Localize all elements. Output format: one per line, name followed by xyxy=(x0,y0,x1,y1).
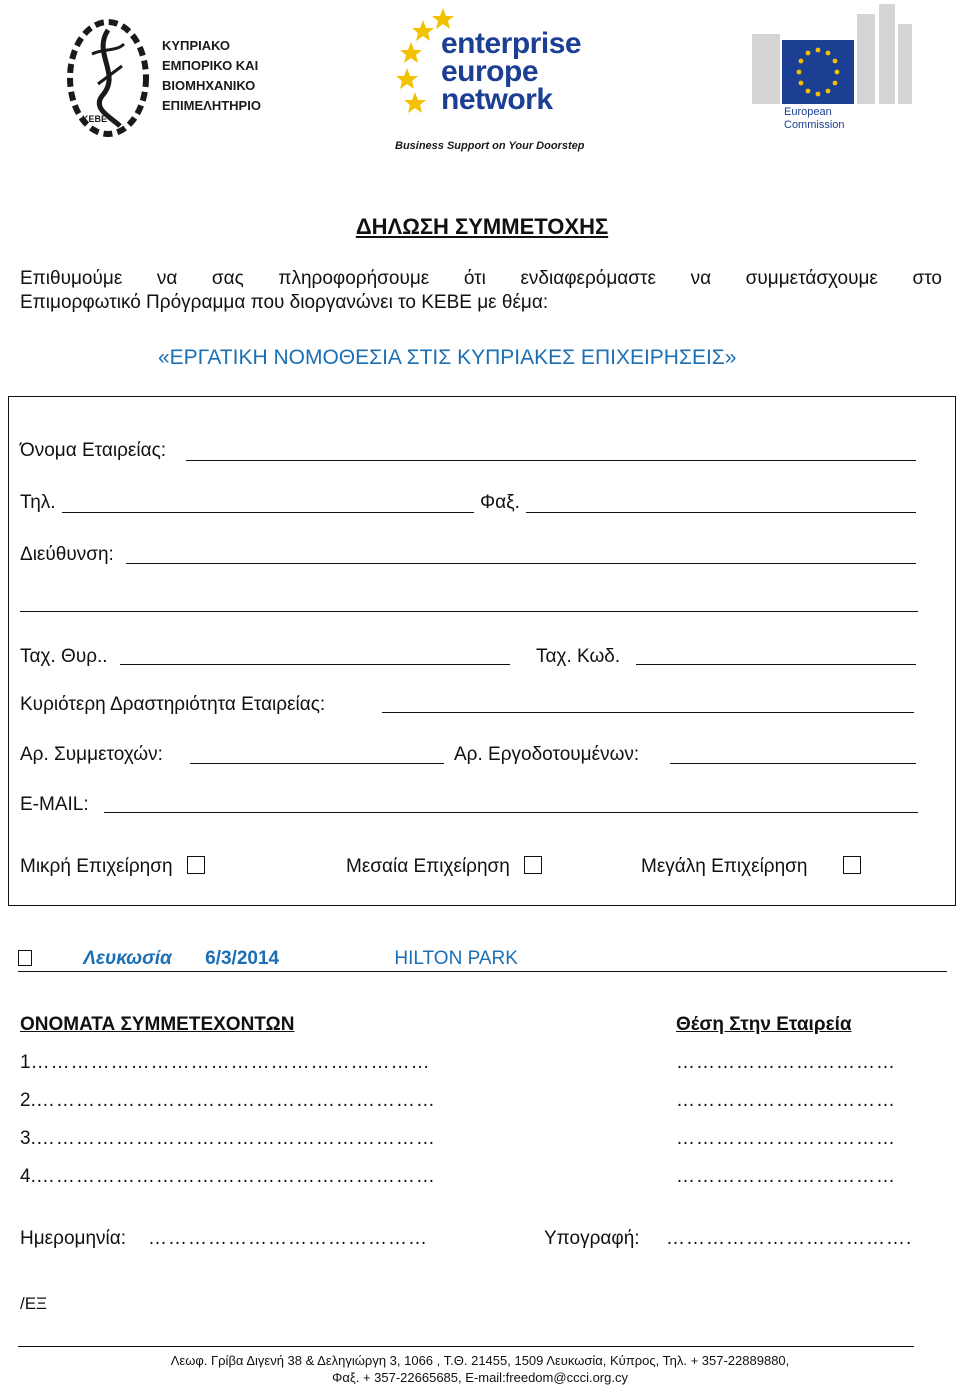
een-line-2: europe xyxy=(441,55,539,88)
po-box-label: Ταχ. Θυρ.. xyxy=(20,646,108,667)
row-number: 3. xyxy=(20,1128,36,1149)
event-date: 6/3/2014 xyxy=(205,948,280,969)
name-field[interactable]: …………………………………………………… xyxy=(30,1052,431,1073)
po-box-field[interactable] xyxy=(120,664,510,665)
date-field[interactable]: …………………………………… xyxy=(148,1228,428,1249)
ec-line-1: European xyxy=(784,106,832,118)
medium-business-checkbox[interactable] xyxy=(524,856,542,874)
position-field-4[interactable]: …………………………… xyxy=(676,1166,896,1187)
ec-line-2: Commission xyxy=(784,119,845,131)
address-field[interactable] xyxy=(126,563,916,564)
reference-code: /ΕΞ xyxy=(20,1294,48,1313)
chamber-name-line-3: ΒΙΟΜΗΧΑΝΙΚΟ xyxy=(162,78,256,93)
postal-code-label: Ταχ. Κωδ. xyxy=(536,646,621,667)
email-field[interactable] xyxy=(104,812,918,813)
names-header: ΟΝΟΜΑΤΑ ΣΥΜΜΕΤΕΧΟΝΤΩΝ xyxy=(20,1014,295,1035)
een-logo xyxy=(395,6,595,156)
footer-divider xyxy=(18,1346,914,1347)
participant-row-4[interactable] xyxy=(20,1166,436,1188)
chamber-name-line-4: ΕΠΙΜΕΛΗΤΗΡΙΟ xyxy=(162,98,261,113)
participants-count-label: Αρ. Συμμετοχών: xyxy=(20,744,163,765)
address-label: Διεύθυνση: xyxy=(20,544,114,565)
name-field[interactable]: …………………………………………………… xyxy=(35,1128,436,1149)
position-field-2[interactable]: …………………………… xyxy=(676,1090,896,1111)
event-city: Λευκωσία xyxy=(83,948,172,969)
intro-line-1: Επιθυμούμε να σας πληροφορήσουμε ότι ενδιαφερόμαστε να συμμετάσχουμε στο xyxy=(20,268,942,289)
company-name-label: Όνομα Εταιρείας: xyxy=(20,440,167,461)
position-field-3[interactable]: …………………………… xyxy=(676,1128,896,1149)
large-business-checkbox[interactable] xyxy=(843,856,861,874)
phone-field[interactable] xyxy=(62,512,474,513)
email-label: E-MAIL: xyxy=(20,794,89,815)
chamber-seal-text: ΚΕΒΕ xyxy=(82,114,108,124)
employees-count-field[interactable] xyxy=(670,763,916,764)
een-line-1: enterprise xyxy=(441,27,582,60)
event-row[interactable] xyxy=(18,948,518,970)
fax-field[interactable] xyxy=(526,512,916,513)
chamber-name-line-1: ΚΥΠΡΙΑΚΟ xyxy=(162,38,231,53)
position-header: Θέση Στην Εταιρεία xyxy=(676,1014,852,1035)
large-business-label: Μεγάλη Επιχείρηση xyxy=(641,856,808,877)
footer-address: Λεωφ. Γρίβα Διγενή 38 & Δεληγιώργη 3, 1066 , Τ.Θ. 21455, 1509 Λευκωσία, Κύπρος, Τηλ. + 357-22889880, xyxy=(170,1353,790,1368)
large-business-option[interactable] xyxy=(641,856,861,878)
een-line-3: network xyxy=(441,83,553,116)
company-details-box xyxy=(8,396,956,906)
footer-contact: Φαξ. + 357-22665685, E-mail:freedom@ccci.org.cy xyxy=(332,1370,628,1385)
participant-row-1[interactable] xyxy=(20,1052,431,1074)
page-title: ΔΗΛΩΣΗ ΣΥΜΜΕΤΟΧΗΣ xyxy=(355,214,609,239)
chamber-logo xyxy=(62,14,272,142)
name-field[interactable]: …………………………………………………… xyxy=(35,1166,436,1187)
position-field-1[interactable]: …………………………… xyxy=(676,1052,896,1073)
chamber-name-line-2: ΕΜΠΟΡΙΚΟ ΚΑΙ xyxy=(162,58,259,73)
company-name-field[interactable] xyxy=(186,460,916,461)
participants-count-field[interactable] xyxy=(190,763,444,764)
small-business-label: Μικρή Επιχείρηση xyxy=(20,856,173,877)
main-activity-field[interactable] xyxy=(382,712,914,713)
medium-business-label: Μεσαία Επιχείρηση xyxy=(346,856,510,877)
signature-label: Υπογραφή: xyxy=(544,1228,640,1249)
een-tagline: Business Support on Your Doorstep xyxy=(395,140,585,152)
main-activity-label: Κυριότερη Δραστηριότητα Εταιρείας: xyxy=(20,694,326,715)
participant-row-2[interactable] xyxy=(20,1090,436,1112)
medium-business-option[interactable] xyxy=(346,856,542,878)
intro-line-2: Επιμορφωτικό Πρόγραμμα που διοργανώνει το ΚΕΒΕ με θέμα: xyxy=(20,292,549,313)
program-subject: «ΕΡΓΑΤΙΚΗ ΝΟΜΟΘΕΣΙΑ ΣΤΙΣ ΚΥΠΡΙΑΚΕΣ ΕΠΙΧΕΙΡΗΣΕΙΣ» xyxy=(158,346,737,369)
employees-count-label: Αρ. Εργοδοτουμένων: xyxy=(454,744,640,765)
fax-label: Φαξ. xyxy=(480,492,520,513)
name-field[interactable]: …………………………………………………… xyxy=(35,1090,436,1111)
chamber-seal-icon xyxy=(62,14,154,142)
ec-logo xyxy=(752,4,912,144)
row-number: 1 xyxy=(20,1052,31,1073)
row-number: 2. xyxy=(20,1090,36,1111)
date-label: Ημερομηνία: xyxy=(20,1228,127,1249)
small-business-checkbox[interactable] xyxy=(187,856,205,874)
participant-row-3[interactable] xyxy=(20,1128,436,1150)
event-checkbox[interactable] xyxy=(18,950,32,966)
address-field-line-2[interactable] xyxy=(20,611,918,612)
row-number: 4. xyxy=(20,1166,36,1187)
small-business-option[interactable] xyxy=(20,856,205,878)
postal-code-field[interactable] xyxy=(636,664,916,665)
phone-label: Τηλ. xyxy=(20,492,56,513)
ec-building-icon xyxy=(752,4,912,104)
signature-field[interactable]: ………………………………. xyxy=(666,1228,913,1249)
event-venue: HILTON PARK xyxy=(394,948,518,969)
event-underline xyxy=(18,971,947,972)
